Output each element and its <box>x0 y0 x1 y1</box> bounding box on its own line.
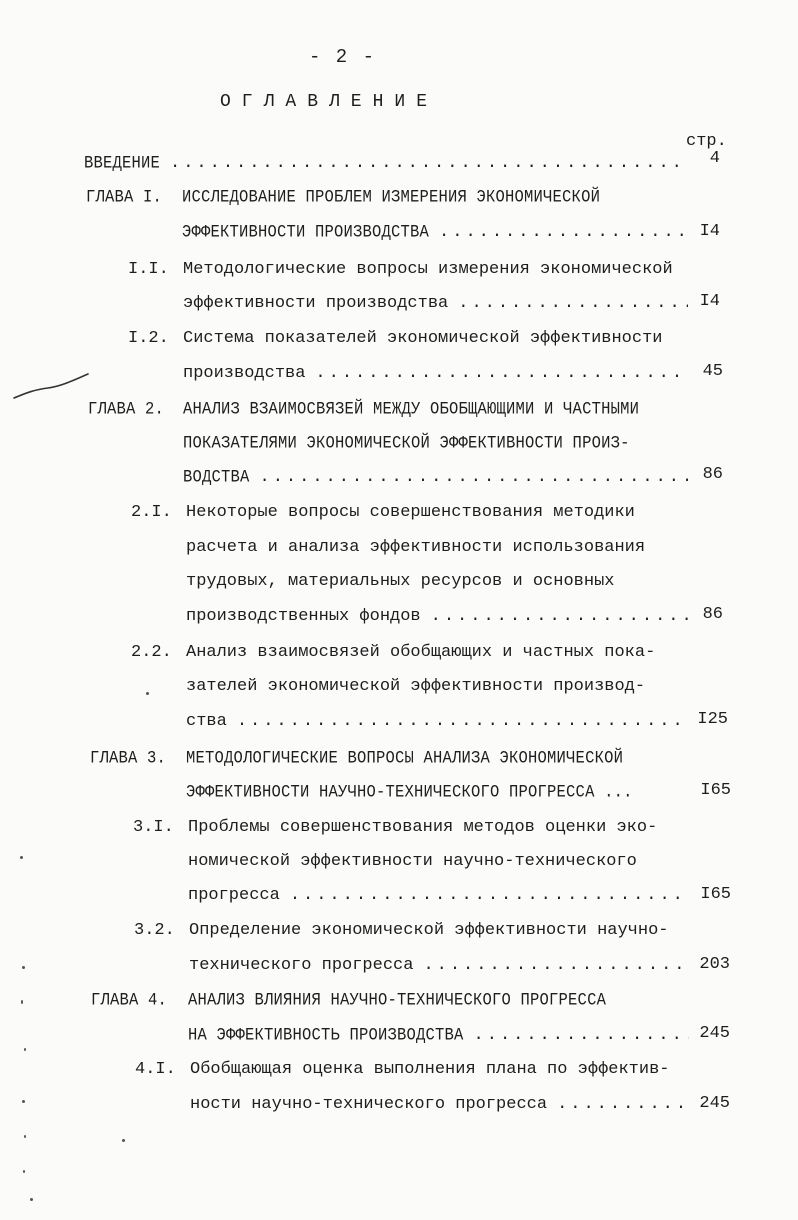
section-number: 3.I. <box>133 818 174 837</box>
dot-leader <box>170 151 688 177</box>
section-title-line: Обобщающая оценка выполнения плана по эффектив- <box>190 1060 670 1079</box>
scan-speck <box>20 856 23 859</box>
page-number: - 2 - <box>309 46 377 68</box>
dot-leader <box>557 1092 689 1118</box>
chapter-title-line: МЕТОДОЛОГИЧЕСКИЕ ВОПРОСЫ АНАЛИЗА ЭКОНОМИЧЕСКОЙ <box>186 747 624 769</box>
scan-speck <box>23 1170 25 1173</box>
chapter-label: ГЛАВА 2. <box>88 398 165 420</box>
chapter-label: ГЛАВА 3. <box>90 747 167 769</box>
dot-leader <box>290 883 690 909</box>
section-page: 45 <box>702 362 723 381</box>
scan-speck <box>24 1135 26 1138</box>
section-title-line: Некоторые вопросы совершенствования методики <box>186 503 635 522</box>
chapter-label: ГЛАВА I. <box>86 186 163 208</box>
section-title-line: Анализ взаимосвязей обобщающих и частных пока- <box>186 643 656 662</box>
chapter-title-line: АНАЛИЗ ВЛИЯНИЯ НАУЧНО-ТЕХНИЧЕСКОГО ПРОГРЕССА <box>188 989 607 1011</box>
chapter-title-line: НА ЭФФЕКТИВНОСТЬ ПРОИЗВОДСТВА <box>188 1024 464 1046</box>
section-title-line: производственных фондов <box>186 607 421 626</box>
intro-label: ВВЕДЕНИЕ <box>84 152 161 174</box>
section-title-line: прогресса <box>188 886 280 905</box>
dot-leader <box>439 220 687 246</box>
section-page: I65 <box>700 885 731 904</box>
dot-leader <box>315 361 688 387</box>
section-page: I25 <box>697 710 728 729</box>
section-number: I.I. <box>128 260 169 279</box>
toc-title: ОГЛАВЛЕНИЕ <box>220 92 439 112</box>
dot-leader <box>423 953 689 979</box>
scan-speck <box>22 966 25 969</box>
section-title-line: производства <box>183 364 306 383</box>
chapter-page: 245 <box>699 1024 730 1043</box>
scan-speck <box>24 1048 26 1051</box>
section-page: 86 <box>702 605 723 624</box>
dot-leader <box>237 709 689 735</box>
page-column-label: стр. <box>686 132 727 151</box>
section-number: 2.2. <box>131 643 172 662</box>
section-title-line: трудовых, материальных ресурсов и основных <box>186 572 615 591</box>
section-number: 4.I. <box>135 1060 176 1079</box>
section-title-line: Методологические вопросы измерения экономической <box>183 260 673 279</box>
scan-speck <box>146 692 149 695</box>
chapter-label: ГЛАВА 4. <box>91 989 168 1011</box>
section-number: 3.2. <box>134 921 175 940</box>
intro-page: 4 <box>709 149 720 168</box>
scan-speck <box>122 1139 125 1142</box>
section-number: 2.I. <box>131 503 172 522</box>
chapter-page: I65 <box>700 781 731 800</box>
chapter-title-line: ЭФФЕКТИВНОСТИ ПРОИЗВОДСТВА <box>182 221 430 243</box>
section-title-line: ности научно-технического прогресса <box>190 1095 548 1114</box>
section-title-line: Определение экономической эффективности научно- <box>189 921 669 940</box>
scan-speck <box>30 1198 33 1201</box>
section-title-line: технического прогресса <box>189 956 414 975</box>
section-title-line: зателей экономической эффективности производ- <box>186 677 646 696</box>
section-title-line: эффективности производства <box>183 294 449 313</box>
chapter-page: 86 <box>702 465 723 484</box>
chapter-title-line: ЭФФЕКТИВНОСТИ НАУЧНО-ТЕХНИЧЕСКОГО ПРОГРЕССА ... <box>186 781 633 803</box>
chapter-title-line: ВОДСТВА <box>183 466 250 488</box>
dot-leader <box>458 291 688 317</box>
section-title-line: ства <box>186 712 227 731</box>
dot-leader <box>260 465 688 491</box>
section-page: 203 <box>699 955 730 974</box>
pen-stroke-mark <box>10 368 100 408</box>
chapter-title-line: АНАЛИЗ ВЗАИМОСВЯЗЕЙ МЕЖДУ ОБОБЩАЮЩИМИ И ЧАСТНЫМИ <box>183 398 640 420</box>
section-title-line: расчета и анализа эффективности использования <box>186 538 646 557</box>
dot-leader <box>431 604 689 630</box>
section-number: I.2. <box>128 329 169 348</box>
scan-speck <box>22 1100 25 1103</box>
chapter-page: I4 <box>699 222 720 241</box>
section-title-line: Система показателей экономической эффективности <box>183 329 663 348</box>
section-title-line: Проблемы совершенствования методов оценки эко- <box>188 818 658 837</box>
section-title-line: номической эффективности научно-технического <box>188 852 637 871</box>
dot-leader <box>474 1023 689 1049</box>
section-page: 245 <box>699 1094 730 1113</box>
section-page: I4 <box>699 292 720 311</box>
scan-speck <box>21 1000 23 1004</box>
chapter-title-line: ИССЛЕДОВАНИЕ ПРОБЛЕМ ИЗМЕРЕНИЯ ЭКОНОМИЧЕСКОЙ <box>182 186 601 208</box>
chapter-title-line: ПОКАЗАТЕЛЯМИ ЭКОНОМИЧЕСКОЙ ЭФФЕКТИВНОСТИ ПРОИЗ- <box>183 432 630 454</box>
